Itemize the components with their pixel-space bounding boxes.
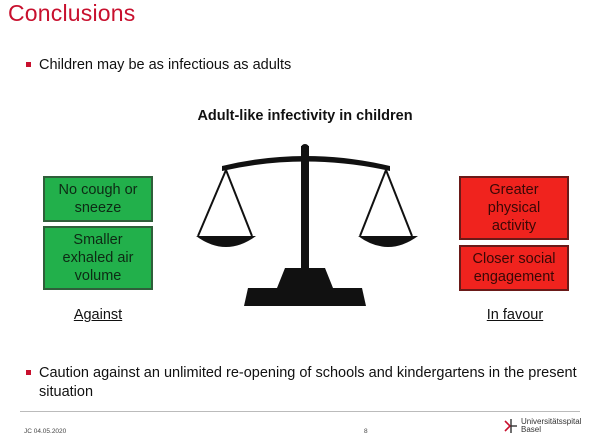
slide-title: Conclusions xyxy=(8,0,136,26)
bullet-text: Children may be as infectious as adults xyxy=(39,57,292,73)
bullet-2 xyxy=(26,364,586,402)
scale-title: Adult-like infectivity in children xyxy=(197,108,413,124)
bullet-marker xyxy=(26,370,31,375)
bullet-text: Caution against an unlimited re-opening of schools and kindergartens in the present situation xyxy=(39,365,577,400)
hospital-logo-icon xyxy=(504,418,518,434)
bullet-1 xyxy=(26,56,566,75)
footer-date: JC 04.05.2020 xyxy=(24,428,67,435)
page-number: 8 xyxy=(364,428,368,435)
favour-box-1: Greater physical activity xyxy=(459,176,569,240)
logo-line-1: Universitätsspital xyxy=(521,417,582,426)
balance-scale-icon xyxy=(190,138,420,310)
footer-divider xyxy=(20,411,580,412)
against-label: Against xyxy=(73,307,123,323)
against-box-1: No cough or sneeze xyxy=(43,176,153,222)
favour-label: In favour xyxy=(486,307,544,323)
bullet-marker xyxy=(26,62,31,67)
favour-box-2: Closer social engagement xyxy=(459,245,569,291)
logo-line-2: Basel xyxy=(521,425,542,434)
against-box-2: Smaller exhaled air volume xyxy=(43,226,153,290)
university-hospital-logo xyxy=(504,418,581,434)
